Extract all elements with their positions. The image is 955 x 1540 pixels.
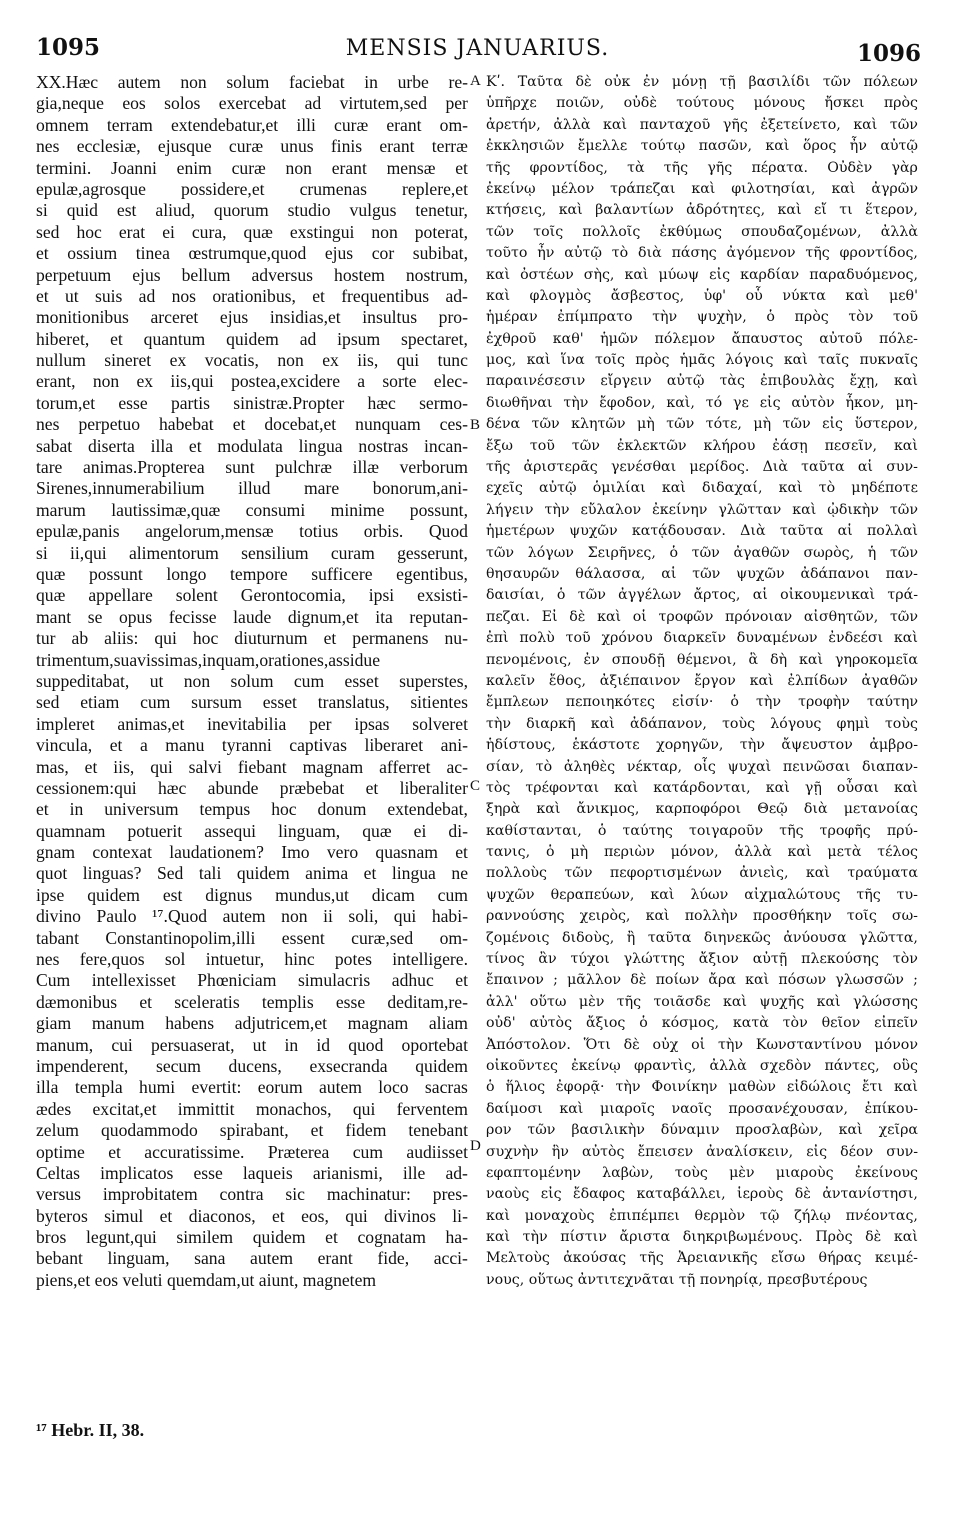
latin-text-line: impleret animas,et inevitabilia per ipsas solveret	[36, 713, 468, 734]
footnote: ¹⁷ Hebr. II, 38.	[36, 1420, 145, 1440]
greek-text-line: ἀρετήν, ἀλλὰ καὶ πανταχοῦ γῆς ἐξετείνετο, καὶ τῶν	[486, 116, 918, 133]
latin-text-line: sabat diserta illa et modulata lingua nostras incan-	[36, 435, 468, 456]
latin-text-line: epulæ,panis angelorum,mensæ totius orbis. Quod	[36, 521, 468, 542]
latin-text-line: giam manum habens adjutricem,et magnam aliam	[36, 1013, 468, 1034]
latin-text-line: ipse quidem est dignus mundus,ut dicam cum	[36, 884, 468, 905]
greek-text-line: καὶ φλογμὸς ἄσβεστος, ὑφ' οὗ νύκτα καὶ μεθ'	[486, 287, 918, 304]
latin-text-line: illa templa humi evertit: eorum autem loco sacras	[36, 1077, 468, 1098]
greek-text-line: εχεῖς αὐτῷ ὁμιλίαι καὶ διδαχαί, καὶ τὸ μηδέποτε	[486, 480, 918, 497]
greek-text-line: ὑπῆρχε ποιῶν, οὐδὲ τούτους μόνους ἤσκει πρὸς	[486, 95, 918, 112]
running-title: MENSIS JANUARIUS.	[345, 36, 610, 61]
latin-text-line: ædes excitat,et immittit monachos, qui ferventem	[36, 1098, 468, 1119]
greek-text-line: τῶν τοῖς πολλοῖς ἐκθύμως σπουδαζομένων, ἀλλὰ	[486, 223, 918, 240]
greek-text-line: καὶ τὴν πίστιν ἄριστα διηκριβωμένους. Πρὸς δὲ καὶ	[486, 1229, 918, 1246]
latin-text-line: et ut suis ad nos orationibus, et frequentibus ad-	[36, 285, 468, 306]
greek-text-line: τῆς ἀριστερᾶς γενέσθαι μερίδος. Διὰ ταῦτα αἱ συν-	[486, 459, 918, 476]
greek-text-line: τοῦτο ἦν αὐτῷ τὸ διὰ πάσης ἀγόμενον τῆς φροντίδος,	[486, 245, 918, 262]
greek-text-line: ἀλλ' οὕτω μὲν τῆς τοιᾶσδε καὶ ψυχῆς καὶ γλώσσης	[486, 993, 918, 1010]
latin-text-line: quæ appellare solent Gerontocomia, ipsi exsisti-	[36, 585, 468, 606]
greek-text-line: καλεῖν ἔθος, ἀξιέπαινον ἔργον καὶ ἐλπίδων ἀγαθῶν	[486, 672, 918, 689]
greek-text-line: ζομένοις διδοὺς, ἢ ταῦτα διηνεκῶς ἀνύουσα γλῶττα,	[486, 929, 918, 946]
greek-text-line: δαισίαι, ὁ τῶν ἀγγέλων ἄρτος, αἱ οἰκουμενικαὶ τρά-	[486, 587, 918, 604]
latin-text-line: si quid est aliud, quorum studio vulgus tenetur,	[36, 200, 468, 221]
page-header	[0, 34, 955, 68]
latin-text-line: nullum sineret ex vocatis, non ex iis, qui tunc	[36, 350, 468, 371]
greek-text-line: οἰκοῦντες ἐκείνῳ φραντὶς, ἀλλὰ σχεδὸν πάντες, οὓς	[486, 1057, 918, 1074]
greek-text-line: πολλοὺς τῶν πεφορτισμένων ἀνιεὶς, καὶ τραύματα	[486, 865, 918, 882]
latin-text-line: erant, non ex iis,qui postea,excidere a sorte elec-	[36, 371, 468, 392]
greek-text-line: οὐδ' αὐτὸς ἄξιος ὁ κόσμος, κατὰ τὸν θεῖον εἰπεῖν	[486, 1015, 918, 1032]
greek-text-line: ἔμπλεων πεποιηκότες εἰσίν· ὁ τὴν τροφὴν ταύτην	[486, 694, 918, 711]
latin-text-line: si ii,qui alimentorum sensilium curam gesserunt,	[36, 542, 468, 563]
greek-text-line: ἐκκλησιῶν ἔμελλε τούτῳ πασῶν, καὶ ὅρος ἦν αὐτῷ	[486, 138, 918, 155]
latin-text-line: nes ecclesiæ, ejusque curæ unus finis erant terræ	[36, 136, 468, 157]
greek-text-line: ἐπὶ πολὺ τοῦ χρόνου διαρκεῖν δυναμένων ἐνδεέσι καὶ	[486, 630, 918, 647]
greek-text-line: τὴν διαρκῆ καὶ ἀδάπανον, τοὺς λόγους φημὶ τοὺς	[486, 715, 918, 732]
greek-text-line: ἔπαινον ; μᾶλλον δὲ ποίων ἄρα καὶ πόσων γλωσσῶν ;	[486, 972, 918, 989]
latin-text-line: et in universum tempus hoc donum extendebat,	[36, 799, 468, 820]
greek-text-line: ραννούσης χειρὸς, καὶ πολλὴν προσθήκην τοῖς σω-	[486, 908, 918, 925]
latin-text-line: trimentum,suavissimas,inquam,orationes,assidue	[36, 649, 381, 670]
latin-text-line: divino Paulo ¹⁷.Quod autem non ii soli, qui habi-	[36, 906, 468, 927]
greek-text-line: πεζαι. Εἰ δὲ καὶ οἱ τροφῶν πρόνοιαν αἰσθητῶν, τῶν	[486, 608, 918, 625]
latin-text-line: marum lautissimæ,quæ consumi minime possunt,	[36, 499, 468, 520]
greek-text-line: καθίστανται, ὁ ταύτης τοιγαροῦν τῆς τροφῆς πρύ-	[486, 822, 918, 839]
latin-text-line: quæ possunt longo tempore sufficere egentibus,	[36, 563, 468, 584]
greek-text-line: καὶ μοναχοὺς ἐπιπέμπει θερμὸν τῷ ζήλῳ πνέοντας,	[486, 1207, 918, 1224]
latin-text-line: XX.Hæc autem non solum faciebat in urbe re-	[36, 72, 468, 92]
greek-column	[486, 72, 918, 1291]
latin-text-line: perpetuum ejus bellum adversus hostem nostrum,	[36, 264, 468, 285]
latin-text-line: nes perpetuo habebat et docebat,et nunquam ces-	[36, 414, 468, 435]
greek-text-line: τῶν λόγων Σειρῆνες, ὁ τῶν ἀγαθῶν σωρὸς, ἡ τῶν	[486, 544, 918, 561]
latin-text-line: Sirenes,innumerabilium illud mare bonorum,ani-	[36, 478, 468, 499]
greek-text-line: τῆς φροντίδος, τὰ τῆς γῆς πέρατα. Οὐδὲν γὰρ	[486, 159, 918, 176]
greek-text-line: εφαπτομένην λαβὼν, τοὺς μὲν μιαροὺς ἐκείνους	[486, 1164, 918, 1181]
greek-text-line: ξηρὰ καὶ ἄνικμος, καρποφόροι Θεῷ διὰ μετανοίας	[486, 801, 918, 818]
greek-text-line: καὶ ὀστέων σὴς, καὶ μύωψ εἰς καρδίαν παραδυόμενος,	[486, 266, 918, 283]
section-marker-a: A	[470, 73, 481, 89]
latin-text-line: byteros simul et diaconos, et eos, qui divinos li-	[36, 1205, 468, 1226]
greek-text-line: διωθῆναι τὴν ἔφοδον, καὶ, τό γε εἰς αὐτὸν ἧκον, μη-	[486, 394, 918, 411]
latin-text-line: tare animas.Propterea sunt pulchræ illæ verborum	[36, 457, 468, 478]
greek-text-line: δαίμοσι καὶ μιαροῖς ναοῖς προσανέχουσαν, ἐπίκου-	[486, 1100, 918, 1117]
latin-text-line: epulæ,agrosque possidere,et crumenas replere,et	[36, 178, 468, 199]
greek-text-line: ἐχθροῦ καθ' ἡμῶν πόλεμον ἄπαυστος αὐτοῦ πόλε-	[486, 330, 918, 347]
latin-text-line: sed hoc erat ei cura, quæ exstingui non poterat,	[36, 221, 468, 242]
latin-text-line: cessionem:qui hæc abunde præbebat et liberaliter	[36, 777, 468, 798]
latin-text-line: tabant Constantinopolim,illi essent curæ,sed om-	[36, 927, 468, 948]
greek-text-line: τίνος ἂν τύχοι γλώττης ἄξιον αὐτῇ πλεκούσης τὸν	[486, 951, 918, 968]
greek-text-line: ρον τῶν βασιλικὴν δύναμιν προσλαβὼν, καὶ χεῖρα	[486, 1122, 918, 1139]
greek-text-line: ἔξω τοῦ τῶν ἐκλεκτῶν κλήρου ἐάσῃ πεσεῖν, καὶ	[486, 437, 918, 454]
latin-text-line: quamnam potuerit assequi linguam, quæ ei di-	[36, 820, 468, 841]
page-number-left: 1095	[36, 34, 101, 61]
latin-text-line: mas, et iis, qui salvi fiebant magnam afferret ac-	[36, 756, 468, 777]
greek-text-line: Κʹ. Ταῦτα δὲ οὐκ ἐν μόνῃ τῇ βασιλίδι τῶν πόλεων	[486, 74, 918, 90]
section-marker-b: B	[470, 417, 481, 433]
section-marker-c: C	[470, 778, 481, 794]
greek-text-line: μος, καὶ ἵνα τοῖς πρὸς ἡμᾶς λόγοις καὶ ταῖς πυκναῖς	[486, 352, 918, 369]
section-marker-d: D	[470, 1138, 481, 1154]
latin-column	[36, 72, 468, 1291]
greek-text-line: νους, οὕτως ἀντιτεχνᾶται τῇ πονηρίᾳ, πρεσβυτέρους	[486, 1271, 868, 1288]
greek-text-line: σίαν, τὸ ἀληθὲς νέκταρ, οἷς ψυχαὶ πεινῶσαι διαπαν-	[486, 758, 918, 775]
latin-text-line: sed etiam cum sursum esset translatus, sitientes	[36, 692, 468, 713]
greek-text-line: συχνὴν ἣν αὐτὸς ἔπεισεν ἀναλίσκειν, εἰς δέον συν-	[486, 1143, 918, 1160]
latin-text-line: bros legunt,qui similem quidem et cognatam ha-	[36, 1227, 468, 1248]
greek-text-line: τανις, ὁ μὴ περιὼν μόνον, ἀλλὰ καὶ μετὰ τέλος	[486, 844, 918, 861]
latin-text-line: dæmonibus et sceleratis templis esse deditam,re-	[36, 991, 468, 1012]
greek-text-line: ἡμετέρων ψυχῶν κατᾴδουσαν. Διὰ ταῦτα αἱ πολλαὶ	[486, 523, 918, 540]
greek-text-line: λήγειν τὴν εὔλαλον ἐκείνην γλῶτταν καὶ ᾠδικὴν τῶν	[486, 501, 918, 518]
greek-text-line: τὸς τρέφονται καὶ κατάρδονται, καὶ γῇ οὖσαι καὶ	[486, 779, 918, 796]
latin-text-line: monitionibus arceret ejus insidias,et insultus pro-	[36, 307, 468, 328]
latin-text-line: mant se opus fecisse laude dignum,et ita reputan-	[36, 606, 468, 627]
greek-text-line: ναοὺς εἰς ἔδαφος καταβάλλει, ἱεροὺς δὲ ἀντανίστησι,	[486, 1186, 918, 1203]
greek-text-line: πενομένοις, ἐν σπουδῇ θέμενοι, ἃ δὴ καὶ γηροκομεῖα	[486, 651, 918, 668]
greek-text-line: δένα τῶν κλητῶν μὴ τῶν τότε, μὴ τῶν εἰς ὕστερον,	[486, 416, 918, 433]
greek-text-line: θησαυρῶν θάλασσα, αἱ τῶν ψυχῶν ἀδάπανοι παν-	[486, 565, 918, 582]
greek-text-line: ψυχῶν θεραπεύων, καὶ λύων αἰχμαλώτους τῆς τυ-	[486, 886, 918, 903]
latin-text-line: omnem terram extendebatur,et illi curæ erant om-	[36, 114, 468, 135]
latin-text-line: manum, cui persuaserat, ut in id quod oportebat	[36, 1034, 468, 1055]
latin-text-line: quot linguas? Sed tali quidem anima et lingua ne	[36, 863, 468, 884]
greek-text-line: Ἀπόστολον. Ὅτι δὲ οὐχ οἱ τὴν Κωνσταντίνου μόνον	[486, 1036, 918, 1053]
latin-text-line: nes fere,quos sol intuetur, hinc potes intelligere.	[36, 949, 468, 970]
page-number-right: 1096	[856, 40, 921, 67]
greek-text-line: κτήσεις, καὶ βαλαντίων ἀδρότητες, καὶ εἴ τι ἕτερον,	[486, 202, 918, 219]
latin-text-line: piens,et eos veluti quemdam,ut aiunt, magnetem	[36, 1269, 377, 1290]
latin-text-line: bebant linguam, sana autem erant fide, acci-	[36, 1248, 468, 1269]
latin-text-line: vincula, et a manu tyranni captivas liberaret ani-	[36, 735, 468, 756]
greek-text-line: ἡδίστους, ἑκάστοτε χορηγῶν, τὴν ἄψευστον ἀμβρο-	[486, 737, 918, 754]
latin-text-line: tur ab aliis: qui hoc diuturnum et permanens nu-	[36, 628, 468, 649]
latin-text-line: Celtas implicatos esse laqueis arianismi, ille ad-	[36, 1162, 468, 1183]
latin-text-line: versus improbitatem contra sic machinatur: pres-	[36, 1184, 468, 1205]
latin-text-line: optime et accuratissime. Præterea cum audiisset	[36, 1141, 468, 1162]
latin-text-line: zelum quodammodo spirabant, et fidem tenebant	[36, 1120, 468, 1141]
latin-text-line: Cum intellexisset Phœniciam simulacris adhuc et	[36, 970, 468, 991]
latin-text-line: suppeditabat, ut non solum cum esset superstes,	[36, 670, 468, 691]
greek-text-line: ἡμέραν ἐπίμπρατο τὴν ψυχὴν, ὁ πρὸς τὸν τοῦ	[486, 309, 918, 326]
latin-text-line: torum,et esse partis sinistræ.Propter hæc sermo-	[36, 392, 468, 413]
latin-text-line: hiberet, et quantum quidem ad ipsum spectaret,	[36, 328, 468, 349]
latin-text-line: et ossium tinea œstrumque,quod ejus cor subibat,	[36, 243, 468, 264]
latin-text-line: gia,neque eos solos exercebat ad virtutem,sed per	[36, 93, 468, 114]
greek-text-line: παραινέσεσιν εἴργειν αὐτῷ τὰς ἐπιβουλὰς ἔχῃ, καὶ	[486, 373, 918, 390]
latin-text-line: gnam contexat laudationem? Imo vero quasnam et	[36, 842, 468, 863]
greek-text-line: ἐκείνῳ μέλον τράπεζαι καὶ φιλοτησίαι, καὶ ἀγρῶν	[486, 180, 918, 197]
greek-text-line: Μελτοὺς ἀκούσας τῆς Ἀρειανικῆς εἴσω θήρας κειμέ-	[486, 1250, 918, 1267]
greek-text-line: ὁ ἥλιος ἐφορᾷ· τὴν Φοινίκην μαθὼν εἰδώλοις ἔτι καὶ	[486, 1079, 918, 1096]
latin-text-line: termini. Joanni enim curæ non erant mensæ et	[36, 157, 468, 178]
latin-text-line: impenderent, secum ducens, exsecranda quidem	[36, 1055, 468, 1076]
